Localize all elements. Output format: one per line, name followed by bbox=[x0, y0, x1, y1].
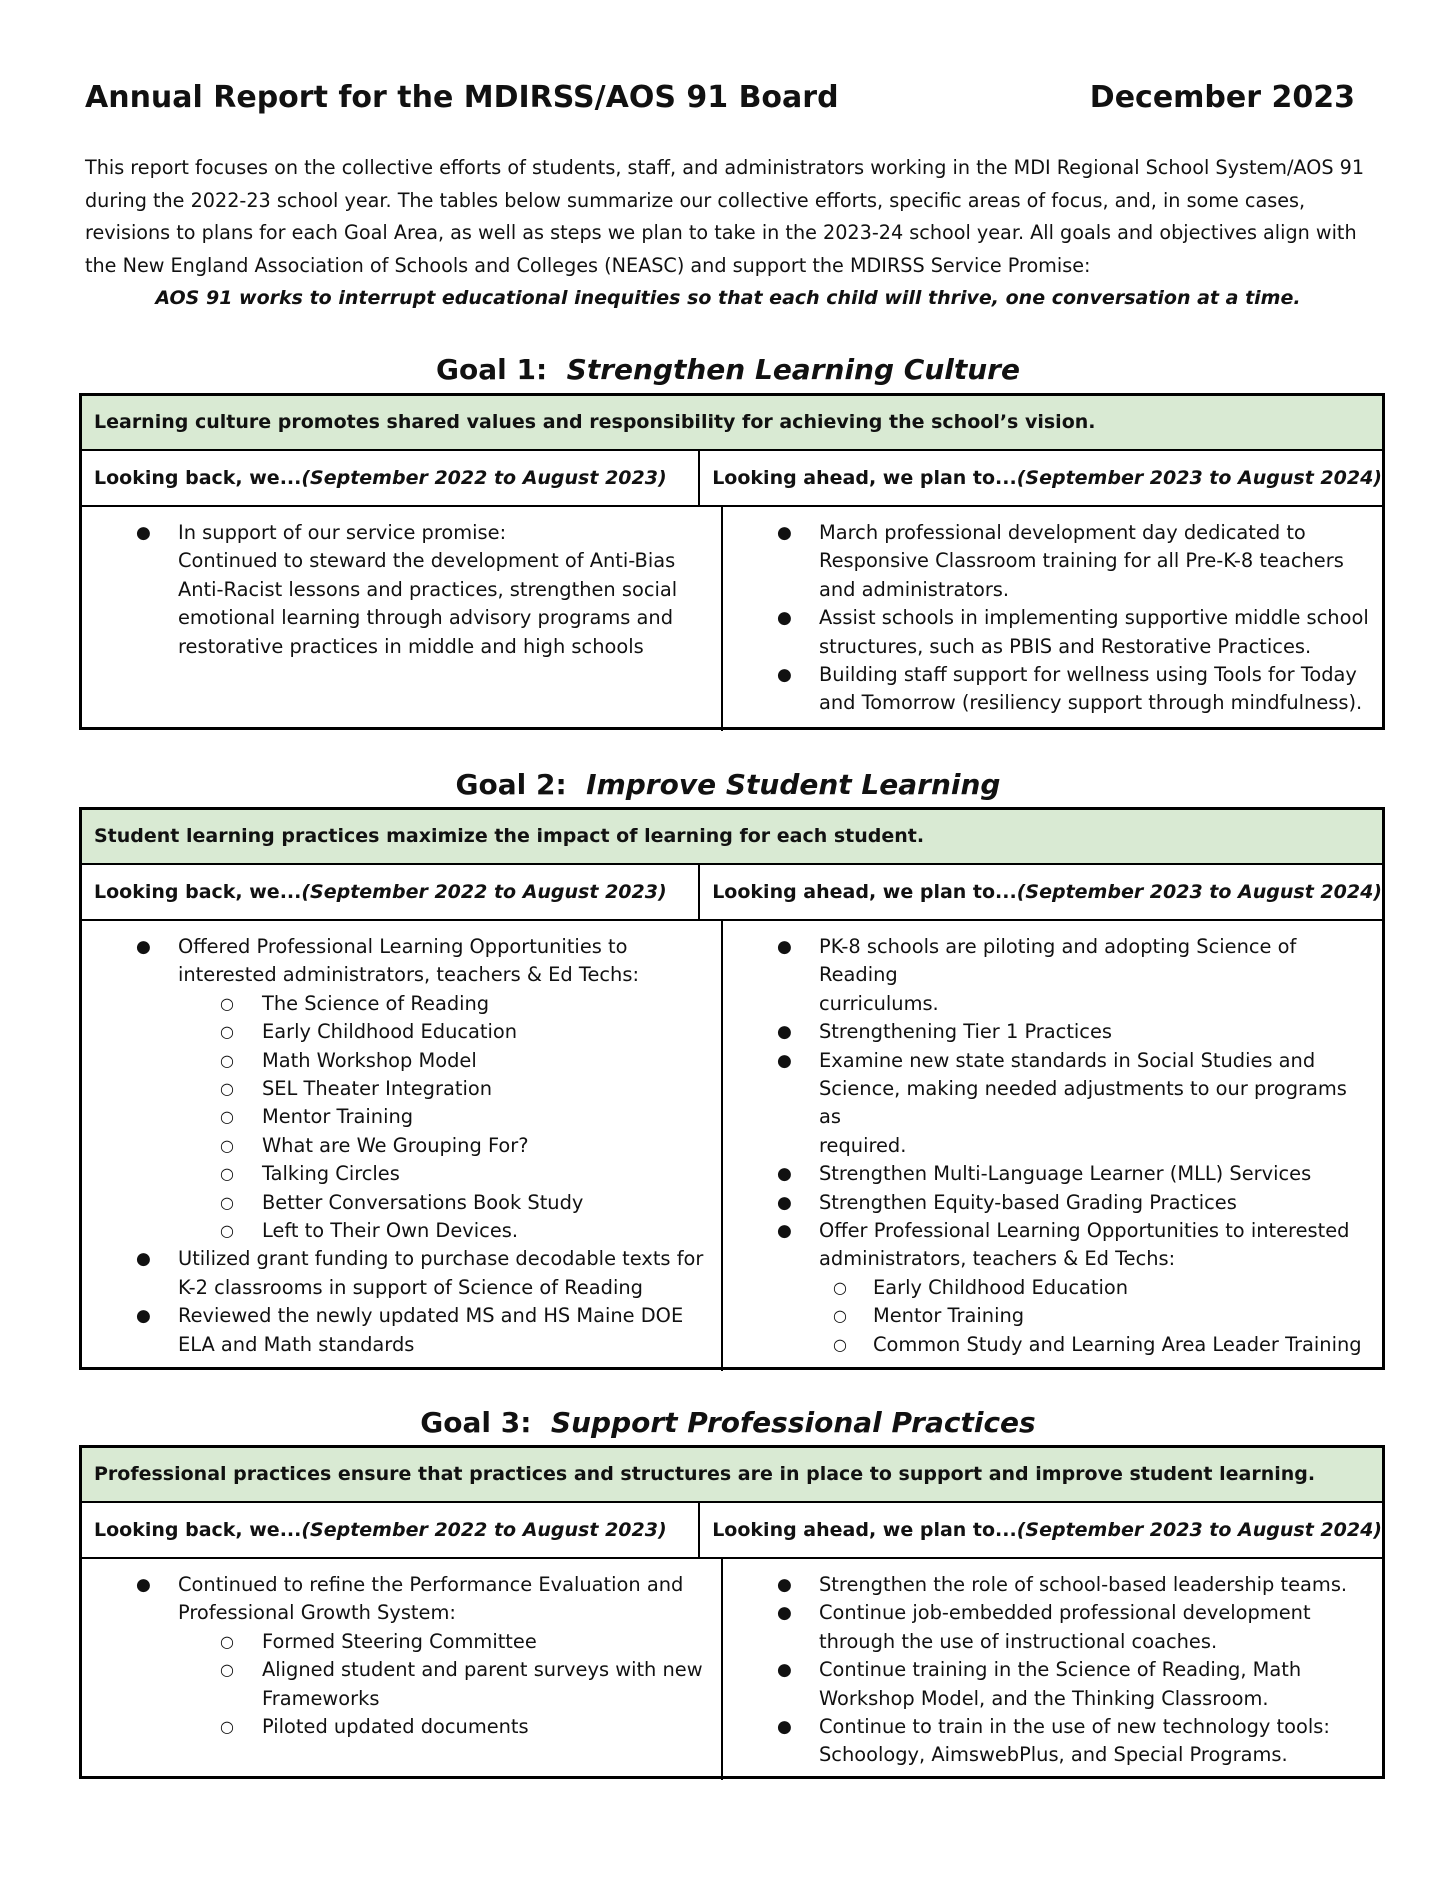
sub-list-item-text: Early Childhood Education bbox=[262, 1020, 518, 1044]
list-item-text: Continued to refine the Performance Evaluation and bbox=[178, 1573, 684, 1596]
list-item-text: restorative practices in middle and high schools bbox=[178, 634, 644, 658]
goal-name: Support Professional Practices bbox=[550, 1406, 1036, 1439]
bullet-icon: ● bbox=[136, 1249, 151, 1270]
goal-name: Strengthen Learning Culture bbox=[566, 353, 1020, 386]
looking-ahead-cell bbox=[723, 507, 1382, 731]
sub-bullet-icon: ○ bbox=[833, 1277, 847, 1297]
sub-bullet-icon: ○ bbox=[220, 1107, 234, 1127]
intro-line: during the 2022-23 school year. The tables below summarize our collective efforts, specific areas of focus, and, in some cases, bbox=[85, 188, 1306, 212]
list-item-text: curriculums. bbox=[819, 991, 939, 1015]
sub-list-item-text: Piloted updated documents bbox=[262, 1715, 529, 1739]
sub-list-item-text: Common Study and Learning Area Leader Training bbox=[873, 1332, 1362, 1356]
looking-ahead-label: Looking ahead, we plan to... bbox=[712, 1519, 1017, 1541]
list-item bbox=[82, 519, 711, 661]
sub-list-item bbox=[819, 1274, 1372, 1302]
list-item-text: Workshop Model, and the Thinking Classroom. bbox=[819, 1686, 1269, 1710]
sub-list-item-text: The Science of Reading bbox=[262, 991, 490, 1015]
sub-list-item bbox=[178, 990, 711, 1018]
bullet-icon: ● bbox=[136, 1306, 151, 1327]
list-item-text: Schoology, AimswebPlus, and Special Programs. bbox=[819, 1743, 1288, 1767]
report-title: Annual Report for the MDIRSS/AOS 91 Board bbox=[85, 80, 839, 115]
sub-bullet-icon: ○ bbox=[220, 1192, 234, 1212]
sub-bullet-icon: ○ bbox=[220, 1717, 234, 1737]
list-item bbox=[723, 519, 1372, 604]
column-header-row bbox=[82, 451, 1382, 507]
list-item-text: Continued to steward the development of Anti-Bias bbox=[178, 549, 676, 573]
goal-2-table bbox=[79, 807, 1385, 1370]
goal-1-table bbox=[79, 393, 1385, 730]
looking-back-label: Looking back, we... bbox=[94, 881, 302, 903]
sub-bullet-icon: ○ bbox=[833, 1306, 847, 1326]
goal-body-row bbox=[82, 921, 1382, 1371]
bullet-icon: ● bbox=[136, 937, 151, 957]
bullet-list bbox=[723, 933, 1372, 1274]
bullet-list bbox=[723, 1571, 1372, 1770]
goal-2-heading bbox=[0, 767, 1456, 803]
list-item bbox=[82, 1245, 711, 1302]
sub-list-item bbox=[178, 1160, 711, 1188]
list-item-text: PK-8 schools are piloting and adopting Science of Reading bbox=[819, 935, 1297, 987]
list-item-text: Strengthening Tier 1 Practices bbox=[819, 1020, 1112, 1044]
intro-line: revisions to plans for each Goal Area, as well as steps we plan to take in the 2023-24 school year. All goals and objectives align with bbox=[85, 221, 1357, 244]
sub-bullet-icon: ○ bbox=[220, 1079, 234, 1099]
goal-banner: Professional practices ensure that practices and structures are in place to support and improve student learning. bbox=[82, 1448, 1382, 1503]
list-item-text: Building staff support for wellness using Tools for Today bbox=[819, 663, 1357, 687]
list-item-text: Continue training in the Science of Reading, Math bbox=[819, 1658, 1302, 1682]
bullet-icon: ● bbox=[777, 665, 792, 686]
intro-line: This report focuses on the collective efforts of students, staff, and administrators working in the MDI Regional School System/AOS 91 bbox=[85, 156, 1365, 179]
sub-list-item-text: SEL Theater Integration bbox=[262, 1077, 492, 1101]
bullet-icon: ● bbox=[777, 1221, 792, 1242]
list-item bbox=[723, 1047, 1372, 1161]
looking-ahead-label: Looking ahead, we plan to... bbox=[712, 467, 1017, 489]
looking-back-header bbox=[82, 865, 700, 919]
looking-back-label: Looking back, we... bbox=[94, 467, 302, 489]
goal-body-row bbox=[82, 1559, 1382, 1780]
goal-banner: Student learning practices maximize the impact of learning for each student. bbox=[82, 810, 1382, 865]
list-item bbox=[723, 1571, 1372, 1599]
sub-list-item bbox=[178, 1047, 711, 1075]
looking-back-period: (September 2022 to August 2023) bbox=[301, 467, 667, 489]
list-item bbox=[82, 1571, 711, 1628]
sub-list-item-text: Mentor Training bbox=[262, 1105, 414, 1129]
bullet-icon: ● bbox=[777, 1164, 792, 1185]
sub-list-item-text: Formed Steering Committee bbox=[262, 1629, 537, 1653]
sub-list-item-text: Early Childhood Education bbox=[873, 1275, 1129, 1299]
sub-list-item-text: Better Conversations Book Study bbox=[262, 1190, 584, 1214]
sub-bullet-icon: ○ bbox=[220, 1135, 234, 1155]
bullet-list bbox=[723, 519, 1372, 718]
sub-bullet-icon: ○ bbox=[220, 1660, 234, 1680]
bullet-icon: ● bbox=[777, 1660, 792, 1681]
list-item-text: In support of our service promise: bbox=[178, 521, 507, 544]
sub-bullet-icon: ○ bbox=[220, 1050, 234, 1070]
list-item-text: March professional development day dedicated to bbox=[819, 521, 1306, 544]
bullet-icon: ● bbox=[777, 1717, 792, 1738]
looking-ahead-label: Looking ahead, we plan to... bbox=[712, 881, 1017, 903]
sub-bullet-list bbox=[178, 1628, 711, 1742]
list-item-text: Examine new state standards in Social Studies and bbox=[819, 1048, 1316, 1072]
list-item-text: ELA and Math standards bbox=[178, 1332, 415, 1356]
list-item-text: required. bbox=[819, 1133, 907, 1157]
looking-back-label: Looking back, we... bbox=[94, 1519, 302, 1541]
goal-number: Goal 3: bbox=[420, 1406, 532, 1439]
column-header-row bbox=[82, 865, 1382, 921]
list-item bbox=[723, 1018, 1372, 1046]
bullet-icon: ● bbox=[777, 1022, 792, 1043]
looking-ahead-period: (September 2023 to August 2024) bbox=[1016, 881, 1382, 903]
list-item-text: administrators, teachers & Ed Techs: bbox=[819, 1247, 1176, 1271]
looking-back-header bbox=[82, 451, 700, 505]
list-item-text: Strengthen the role of school-based leadership teams. bbox=[819, 1573, 1348, 1596]
bullet-list bbox=[82, 519, 711, 661]
list-item bbox=[723, 604, 1372, 661]
list-item-text: structures, such as PBIS and Restorative Practices. bbox=[819, 634, 1312, 658]
list-item-text: and administrators. bbox=[819, 577, 1010, 601]
looking-ahead-period: (September 2023 to August 2024) bbox=[1016, 1519, 1382, 1541]
sub-bullet-icon: ○ bbox=[220, 993, 234, 1013]
bullet-icon: ● bbox=[136, 1575, 151, 1595]
list-item-text: K-2 classrooms in support of Science of Reading bbox=[178, 1275, 643, 1299]
list-item-text: through the use of instructional coaches. bbox=[819, 1629, 1218, 1653]
sub-list-item-text: Frameworks bbox=[262, 1686, 380, 1710]
list-item bbox=[723, 1713, 1372, 1770]
sub-bullet-icon: ○ bbox=[220, 1631, 234, 1651]
looking-ahead-header bbox=[700, 1503, 1382, 1557]
list-item-text: Strengthen Equity-based Grading Practices bbox=[819, 1190, 1237, 1214]
goal-number: Goal 2: bbox=[455, 768, 567, 801]
sub-list-item bbox=[178, 1075, 711, 1103]
sub-list-item-text: Math Workshop Model bbox=[262, 1048, 477, 1072]
looking-ahead-header bbox=[700, 451, 1382, 505]
goal-body-row bbox=[82, 507, 1382, 731]
intro-line: the New England Association of Schools and Colleges (NEASC) and support the MDIRSS Service Promise: bbox=[85, 253, 1091, 277]
bullet-icon: ● bbox=[136, 523, 151, 543]
looking-back-period: (September 2022 to August 2023) bbox=[301, 881, 667, 903]
sub-bullet-icon: ○ bbox=[833, 1334, 847, 1354]
list-item-text: Anti-Racist lessons and practices, strengthen social bbox=[178, 577, 678, 601]
sub-list-item bbox=[178, 1103, 711, 1131]
column-header-row bbox=[82, 1503, 1382, 1559]
list-item bbox=[723, 661, 1372, 718]
looking-ahead-cell bbox=[723, 1559, 1382, 1780]
sub-list-item bbox=[178, 1018, 711, 1046]
list-item-text: and Tomorrow (resiliency support through mindfulness). bbox=[819, 691, 1363, 715]
looking-back-header bbox=[82, 1503, 700, 1557]
looking-back-cell bbox=[82, 921, 723, 1371]
report-date: December 2023 bbox=[1089, 80, 1355, 115]
bullet-list bbox=[82, 933, 711, 990]
bullet-icon: ● bbox=[777, 937, 792, 957]
goal-3-table bbox=[79, 1445, 1385, 1779]
list-item bbox=[723, 1189, 1372, 1217]
bullet-icon: ● bbox=[777, 1603, 792, 1624]
service-promise: AOS 91 works to interrupt educational inequities so that each child will thrive, one conversation at a time. bbox=[155, 287, 1301, 309]
looking-back-cell bbox=[82, 1559, 723, 1780]
bullet-icon: ● bbox=[777, 608, 792, 629]
bullet-icon: ● bbox=[777, 1050, 792, 1071]
list-item bbox=[723, 1160, 1372, 1188]
bullet-icon: ● bbox=[777, 1575, 792, 1595]
sub-list-item-text: Aligned student and parent surveys with new bbox=[262, 1658, 703, 1682]
list-item-text: emotional learning through advisory programs and bbox=[178, 606, 674, 630]
list-item-text: interested administrators, teachers & Ed Techs: bbox=[178, 963, 639, 987]
sub-list-item bbox=[178, 1656, 711, 1713]
sub-list-item bbox=[178, 1628, 711, 1656]
intro-paragraph bbox=[85, 152, 1375, 282]
looking-ahead-period: (September 2023 to August 2024) bbox=[1016, 467, 1382, 489]
sub-list-item bbox=[819, 1331, 1372, 1359]
sub-bullet-icon: ○ bbox=[220, 1221, 234, 1241]
list-item-text: Strengthen Multi-Language Learner (MLL) Services bbox=[819, 1162, 1312, 1186]
sub-list-item bbox=[178, 1132, 711, 1160]
list-item-text: Offer Professional Learning Opportunities to interested bbox=[819, 1219, 1350, 1243]
list-item-text: Science, making needed adjustments to our programs as bbox=[819, 1077, 1347, 1129]
goal-1-heading bbox=[0, 352, 1456, 388]
sub-bullet-list bbox=[178, 990, 711, 1246]
report-header bbox=[85, 80, 1355, 120]
list-item bbox=[82, 933, 711, 990]
sub-list-item-text: Left to Their Own Devices. bbox=[262, 1219, 519, 1243]
bullet-list bbox=[82, 1571, 711, 1628]
bullet-icon: ● bbox=[777, 523, 792, 543]
bullet-icon: ● bbox=[777, 1192, 792, 1213]
sub-bullet-icon: ○ bbox=[220, 1022, 234, 1042]
list-item bbox=[723, 933, 1372, 1018]
sub-list-item bbox=[178, 1189, 711, 1217]
list-item bbox=[82, 1302, 711, 1359]
list-item-text: Utilized grant funding to purchase decodable texts for bbox=[178, 1247, 704, 1271]
looking-back-period: (September 2022 to August 2023) bbox=[301, 1519, 667, 1541]
list-item-text: Reviewed the newly updated MS and HS Maine DOE bbox=[178, 1304, 684, 1328]
sub-bullet-icon: ○ bbox=[220, 1164, 234, 1184]
sub-list-item bbox=[178, 1713, 711, 1741]
looking-back-cell bbox=[82, 507, 723, 731]
list-item-text: Continue to train in the use of new technology tools: bbox=[819, 1715, 1330, 1739]
sub-list-item bbox=[819, 1302, 1372, 1330]
sub-list-item-text: Mentor Training bbox=[873, 1304, 1025, 1328]
looking-ahead-header bbox=[700, 865, 1382, 919]
list-item bbox=[723, 1656, 1372, 1713]
list-item-text: Continue job-embedded professional development bbox=[819, 1601, 1311, 1625]
list-item-text: Responsive Classroom training for all Pre-K-8 teachers bbox=[819, 549, 1344, 573]
list-item-text: Professional Growth System: bbox=[178, 1601, 456, 1625]
list-item-text: Assist schools in implementing supportive middle school bbox=[819, 606, 1369, 630]
goal-name: Improve Student Learning bbox=[586, 768, 1001, 801]
list-item bbox=[723, 1599, 1372, 1656]
list-item-text: Offered Professional Learning Opportunities to bbox=[178, 935, 628, 958]
sub-list-item bbox=[178, 1217, 711, 1245]
list-item bbox=[723, 1217, 1372, 1274]
goal-banner: Learning culture promotes shared values and responsibility for achieving the school’s vision. bbox=[82, 396, 1382, 451]
sub-bullet-list bbox=[819, 1274, 1372, 1359]
sub-list-item-text: Talking Circles bbox=[262, 1162, 400, 1186]
goal-number: Goal 1: bbox=[436, 353, 548, 386]
sub-list-item-text: What are We Grouping For? bbox=[262, 1133, 529, 1157]
bullet-list bbox=[82, 1245, 711, 1359]
looking-ahead-cell bbox=[723, 921, 1382, 1371]
goal-3-heading bbox=[0, 1405, 1456, 1441]
